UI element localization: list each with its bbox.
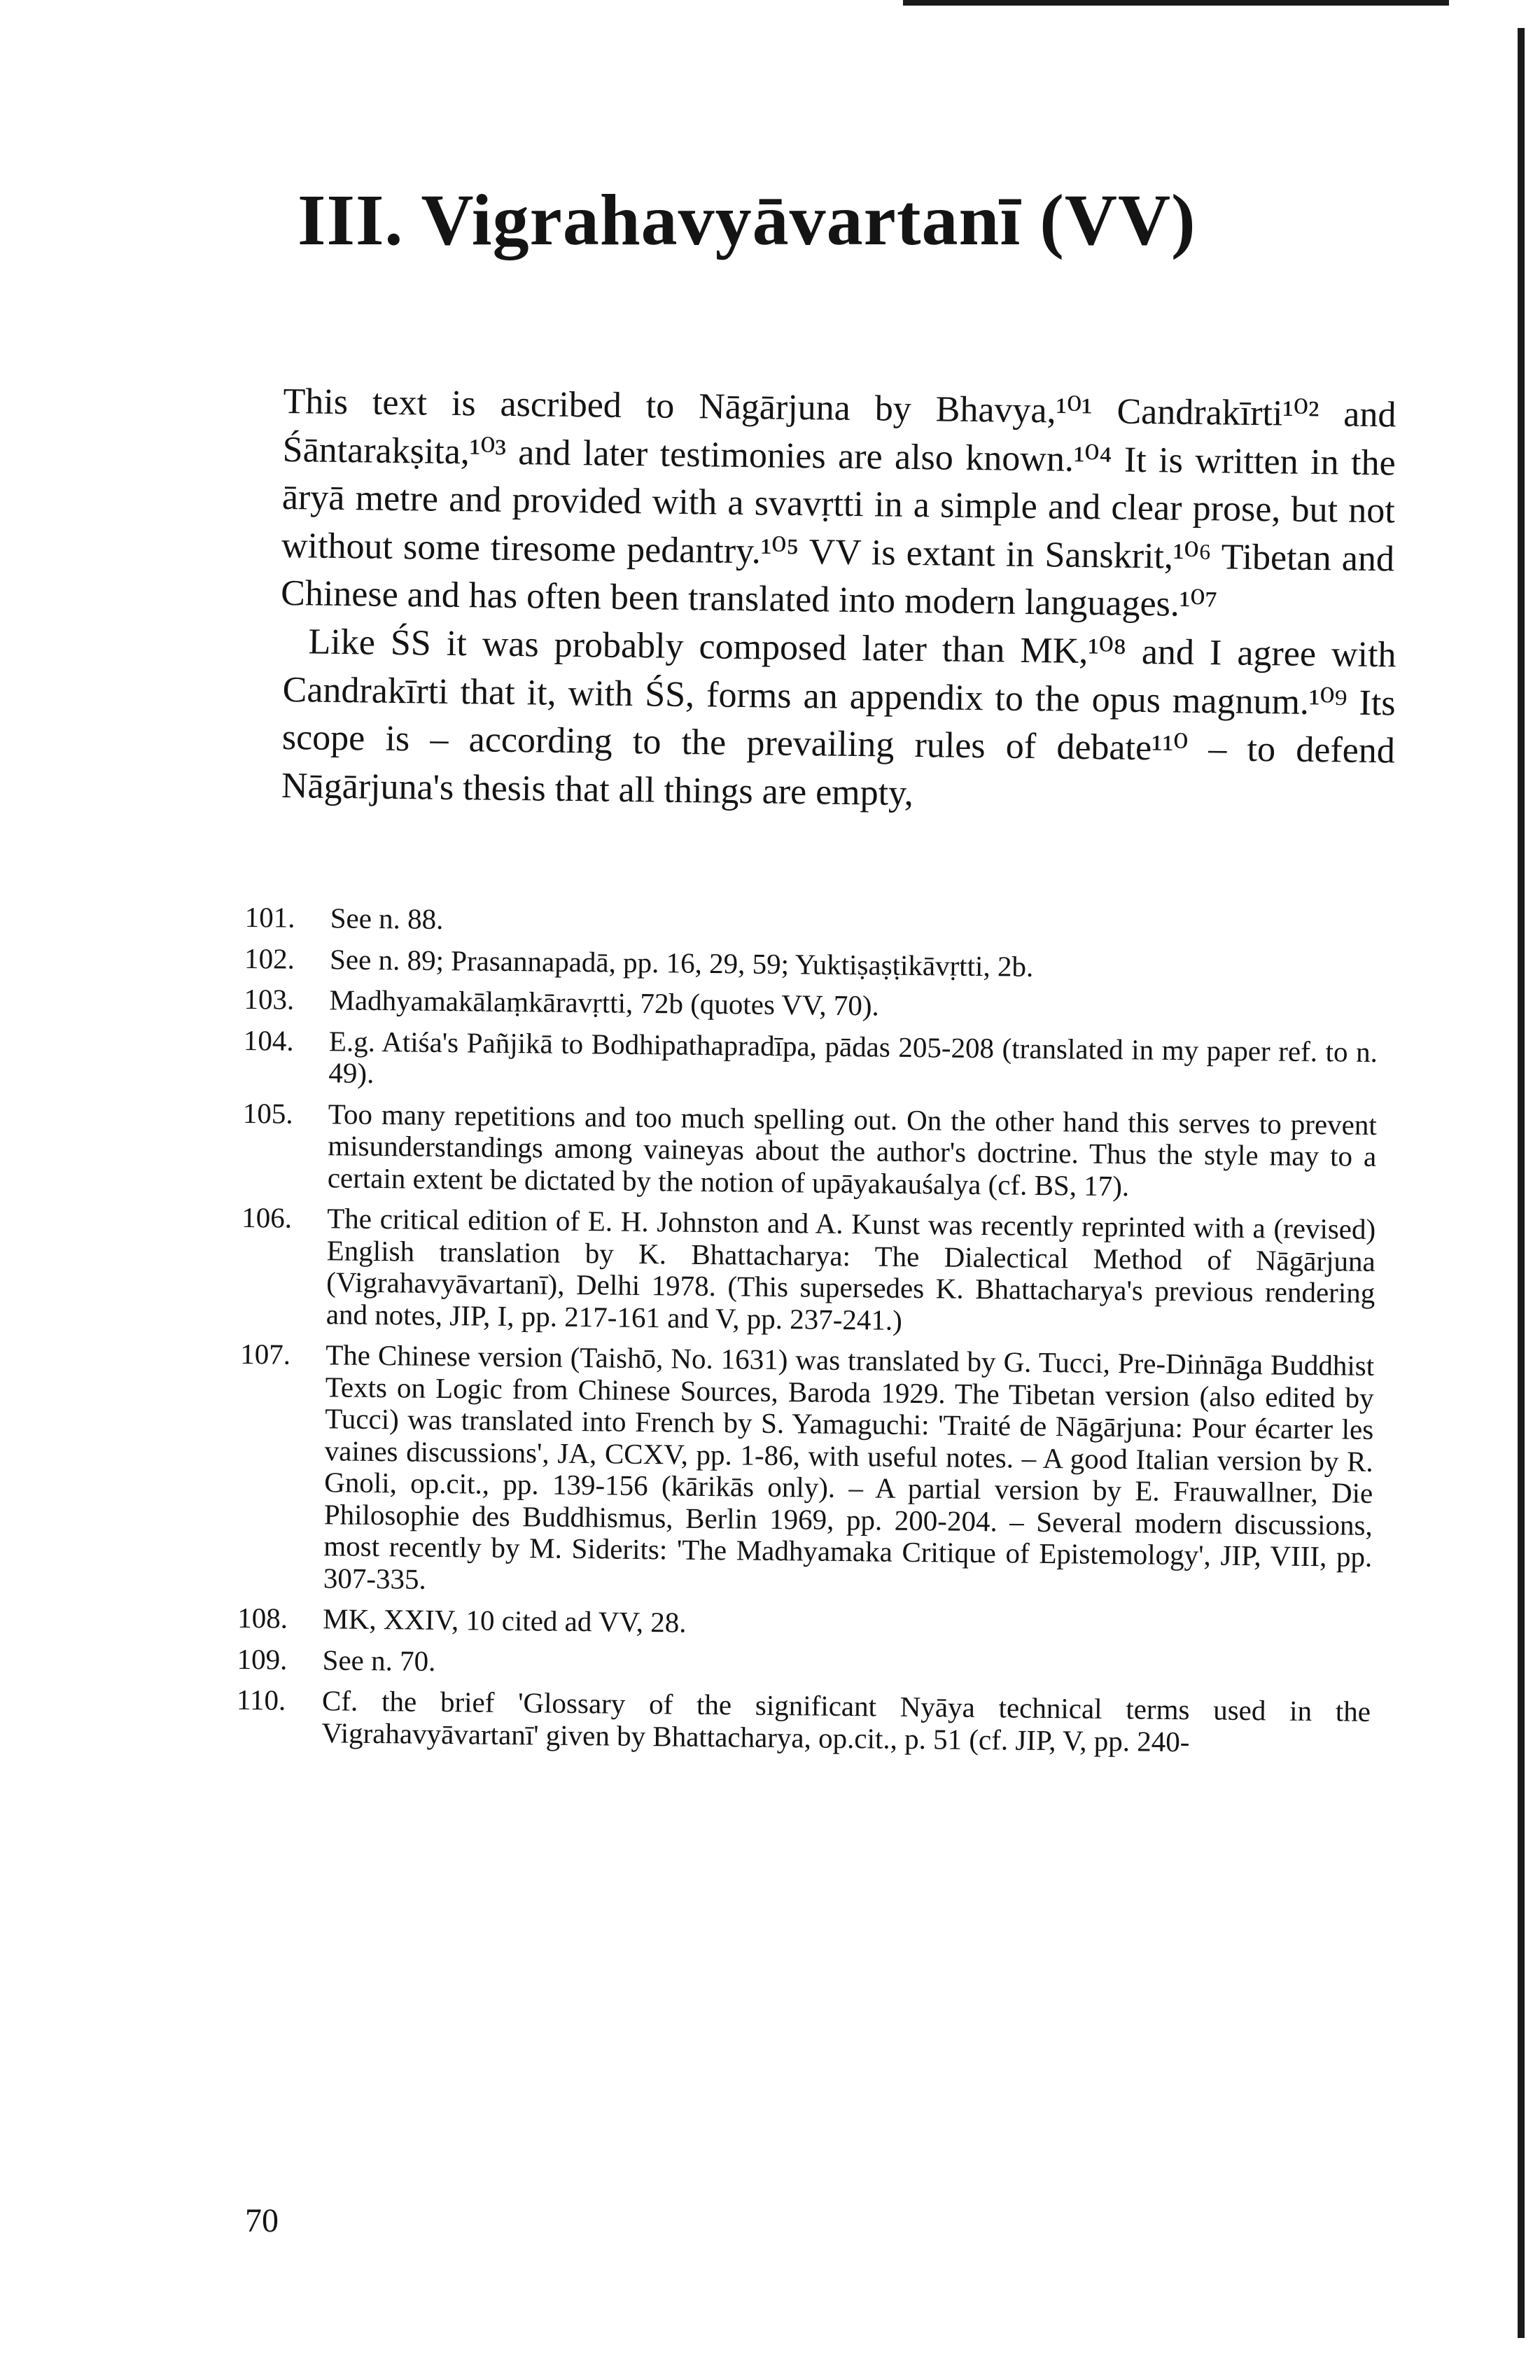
footnote [243, 1024, 1378, 1100]
footnote-number: 101. [244, 901, 295, 934]
footnote [237, 1602, 1371, 1646]
footnote-text: Too many repetitions and too much spelling out. On the other hand this serves to prevent misunderstandings among vaineyas about the author's doctrine. Thus the style may to a certain extent be dictated by the notion of upāyakauśalya (cf. BS, 17). [327, 1097, 1377, 1202]
footnote [245, 902, 1379, 945]
footnote-text: E.g. Atiśa's Pañjikā to Bodhipathapradīpa, pādas 205-208 (translated in my paper ref. to n. 49). [328, 1024, 1378, 1089]
footnote-number: 105. [242, 1096, 293, 1130]
footnote-number: 102. [244, 941, 295, 975]
footnote-text: The Chinese version (Taishō, No. 1631) was translated by G. Tucci, Pre-Diṅnāga Buddhist Texts on Logic from Chinese Sources, Baroda 1929. The Tibetan version (also edited by Tucci) was translated into French by S. Yamaguchi: 'Traité de Nāgārjuna: Pour écarter les vaines discussions', JA, CCXV, pp. 1-86, with useful notes. – A good Italian version by R. Gnoli, op.cit., pp. 139-156 (kārikās only). – A partial version by E. Frauwallner, Die Philosophie des Buddhismus, Berlin 1969, pp. 200-204. – Several modern discussions, most recently by M. Siderits: 'The Madhyamaka Critique of Epistemology', JIP, VIII, pp. 307-335. [323, 1338, 1375, 1595]
footnote-text: Madhyamakālaṃkāravṛtti, 72b (quotes VV, 70). [329, 983, 880, 1022]
scan-edge-right [1518, 28, 1525, 2338]
footnote [238, 1338, 1375, 1605]
scan-edge-top [903, 0, 1449, 6]
footnote-number: 103. [244, 982, 295, 1016]
footnote-number: 107. [239, 1337, 291, 1371]
footnote-text: MK, XXIV, 10 cited ad VV, 28. [323, 1602, 687, 1639]
main-text [280, 378, 1396, 813]
footnote [236, 1684, 1371, 1760]
footnote-number: 109. [237, 1642, 288, 1676]
footnotes [236, 902, 1379, 1769]
footnote-number: 108. [237, 1601, 288, 1634]
footnote-text: Cf. the brief 'Glossary of the significant Nyāya technical terms used in the Vigrahavyāvartanī' given by Bhattacharya, op.cit., p. 51 (cf. JIP, V, pp. 240- [321, 1684, 1371, 1758]
footnote-text: See n. 89; Prasannapadā, pp. 16, 29, 59; Yuktiṣaṣṭikāvṛtti, 2b. [329, 942, 1034, 983]
paragraph-2: Like ŚS it was probably composed later than MK,¹⁰⁸ and I agree with Candrakīrti that it, with ŚS, forms an appendix to the opus magnum.¹⁰⁹ Its scope is – according to the prevailing rules of debate¹¹⁰ – to defend Nāgārjuna's thesis that all things are empty, [281, 621, 1396, 813]
footnote [242, 1097, 1377, 1204]
footnote [237, 1643, 1371, 1686]
footnote-number: 104. [243, 1023, 294, 1057]
footnote-number: 110. [236, 1683, 286, 1716]
footnote-text: See n. 88. [330, 902, 444, 935]
footnote [244, 983, 1378, 1027]
footnote-text: See n. 70. [322, 1643, 436, 1677]
page-number: 70 [245, 2202, 279, 2239]
footnote [241, 1202, 1376, 1341]
paragraph-1: This text is ascribed to Nāgārjuna by Bhavya,¹⁰¹ Candrakīrti¹⁰² and Śāntarakṣita,¹⁰³ and later testimonies are also known.¹⁰⁴ It is written in the āryā metre and provided with a svavṛtti in a simple and clear prose, but not without some tiresome pedantry.¹⁰⁵ VV is extant in Sanskrit,¹⁰⁶ Tibetan and Chinese and has often been translated into modern languages.¹⁰⁷ [280, 381, 1396, 625]
chapter-title: III. Vigrahavyāvartanī (VV) [298, 179, 1196, 260]
footnote-number: 106. [241, 1200, 293, 1234]
footnote [244, 942, 1378, 986]
footnote-text: The critical edition of E. H. Johnston and A. Kunst was recently reprinted with a (revised) English translation by K. Bhattacharya: The Dialectical Method of Nāgārjuna (Vigrahavyāvartanī), Delhi 1978. (This supersedes K. Bhattacharya's previous rendering and notes, JIP, I, pp. 217-161 and V, pp. 237-241.) [326, 1202, 1376, 1336]
